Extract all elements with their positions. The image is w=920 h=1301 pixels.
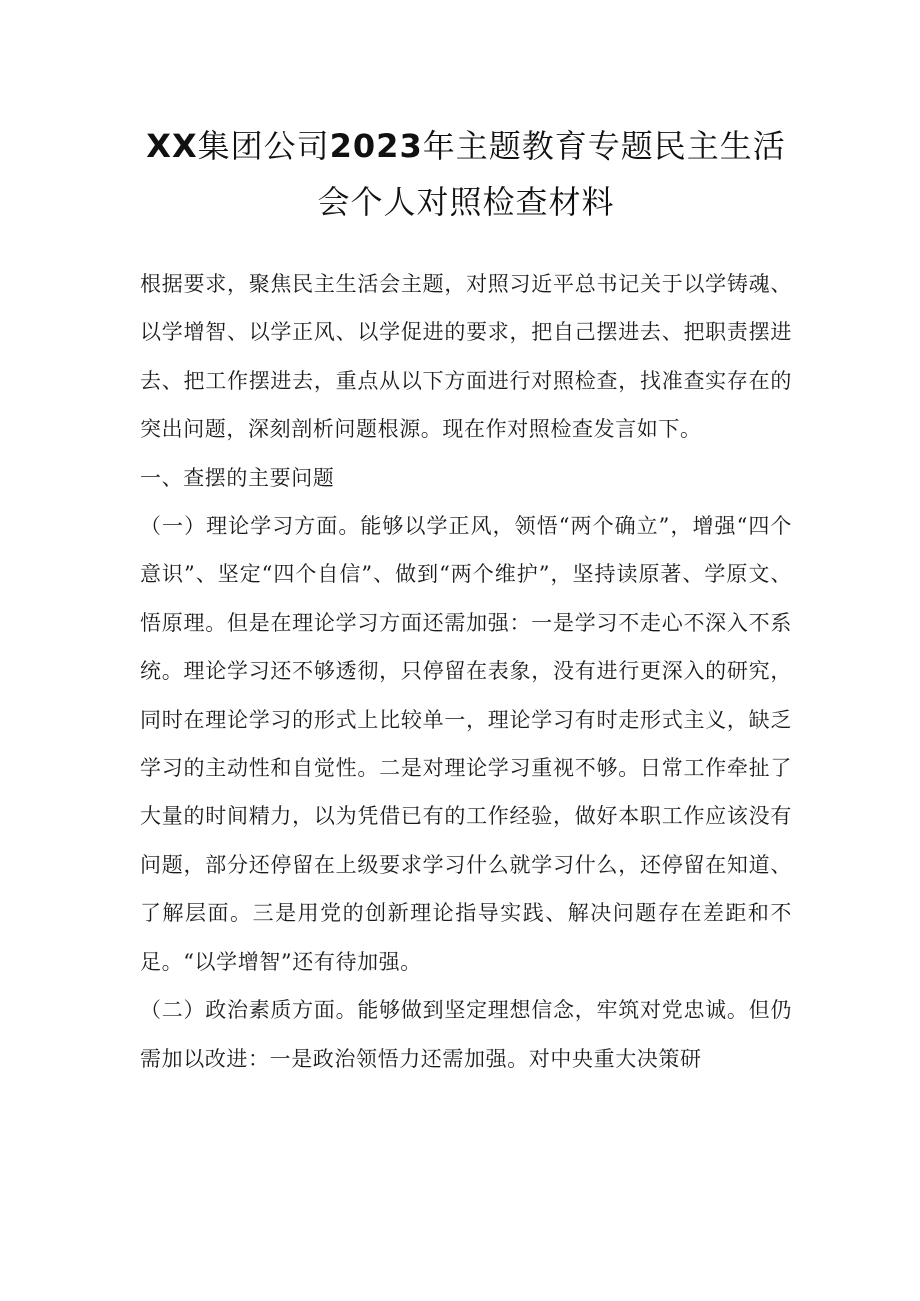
document-body — [140, 260, 792, 1083]
political-quality-paragraph: （二）政治素质方面。能够做到坚定理想信念，牢筑对党忠诚。但仍需加以改进：一是政治领悟力还需加强。对中央重大决策研 — [140, 998, 792, 1071]
title-line-2: 会个人对照检查材料 — [317, 183, 615, 221]
intro-paragraph: 根据要求，聚焦民主生活会主题，对照习近平总书记关于以学铸魂、以学增智、以学正风、以学促进的要求，把自己摆进去、把职责摆进去、把工作摆进去，重点从以下方面进行对照检查，找准查实存在的突出问题，深刻剖析问题根源。现在作对照检查发言如下。 — [140, 272, 792, 442]
title-subject: 年主题教育专题民主生活 — [422, 127, 786, 165]
document-title — [140, 118, 792, 230]
title-line-1 — [140, 118, 792, 174]
theory-study-paragraph: （一）理论学习方面。能够以学正风，领悟“两个确立”，增强“四个意识”、坚定“四个自信”、做到“两个维护”，坚持读原著、学原文、悟原理。但是在理论学习方面还需加强：一是学习不走心不深入不系统。理论学习还不够透彻，只停留在表象，没有进行更深入的研究，同时在理论学习的形式上比较单一，理论学习有时走形式主义，缺乏学习的主动性和自觉性。二是对理论学习重视不够。日常工作牵扯了大量的时间精力，以为凭借已有的工作经验，做好本职工作应该没有问题，部分还停留在上级要求学习什么就学习什么，还停留在知道、了解层面。三是用党的创新理论指导实践、解决问题存在差距和不足。“以学增智”还有待加强。 — [140, 514, 792, 974]
title-prefix: XX — [146, 127, 198, 165]
title-year: 2023 — [329, 127, 423, 165]
section-heading: 一、查摆的主要问题 — [140, 465, 335, 490]
title-org: 集团公司 — [197, 127, 330, 165]
